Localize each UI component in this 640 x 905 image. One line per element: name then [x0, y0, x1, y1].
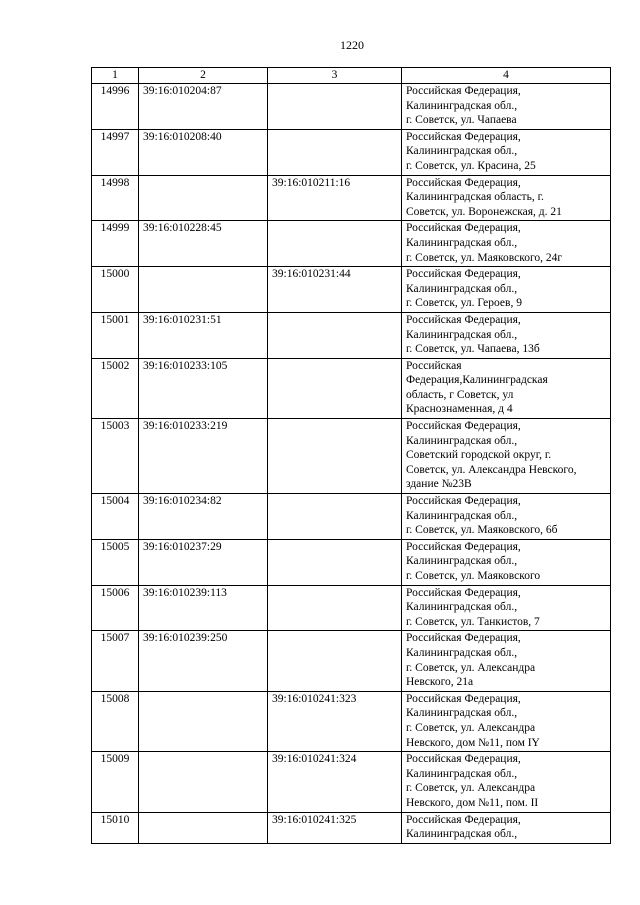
column-header-4: 4 [402, 68, 611, 84]
registry-table [91, 67, 611, 844]
record-number-cell: 15008 [92, 691, 139, 751]
address-line: Российская Федерация, [406, 586, 521, 599]
cadastral-number-cell: 39:16:010234:82 [139, 494, 268, 540]
table-row [92, 419, 611, 494]
record-number-cell: 15010 [92, 812, 139, 843]
related-cadastral-number-cell [268, 585, 402, 631]
address-cell [402, 221, 611, 267]
address-line: г. Советск, ул. Танкистов, 7 [406, 615, 540, 628]
cadastral-number-cell: 39:16:010239:113 [139, 585, 268, 631]
cadastral-number-cell: 39:16:010208:40 [139, 129, 268, 175]
table-row [92, 631, 611, 691]
address-cell [402, 585, 611, 631]
address-line: Калининградская обл., [406, 282, 518, 295]
table-row [92, 358, 611, 418]
related-cadastral-number-cell: 39:16:010241:323 [268, 691, 402, 751]
related-cadastral-number-cell: 39:16:010241:325 [268, 812, 402, 843]
address-line: Российская [406, 359, 462, 372]
related-cadastral-number-cell [268, 312, 402, 358]
table-row [92, 494, 611, 540]
record-number-cell: 14998 [92, 175, 139, 221]
related-cadastral-number-cell [268, 84, 402, 130]
cadastral-number-cell: 39:16:010239:250 [139, 631, 268, 691]
related-cadastral-number-cell [268, 358, 402, 418]
table-row [92, 691, 611, 751]
record-number-cell: 15005 [92, 539, 139, 585]
record-number-cell: 15006 [92, 585, 139, 631]
cadastral-number-cell: 39:16:010204:87 [139, 84, 268, 130]
table-row [92, 585, 611, 631]
address-line: г. Советск, ул. Александра [406, 782, 536, 795]
record-number-cell: 15004 [92, 494, 139, 540]
address-line: г. Советск, ул. Александра [406, 721, 536, 734]
address-line: Невского, дом №11, пом. II [406, 796, 539, 809]
column-header-3: 3 [268, 68, 402, 84]
address-cell [402, 691, 611, 751]
record-number-cell: 14997 [92, 129, 139, 175]
address-cell [402, 419, 611, 494]
address-cell [402, 312, 611, 358]
cadastral-number-cell [139, 175, 268, 221]
address-line: Калининградская область, г. [406, 191, 544, 204]
address-cell [402, 812, 611, 843]
page-number: 1220 [340, 38, 364, 52]
address-cell [402, 358, 611, 418]
address-cell [402, 494, 611, 540]
address-line: Российская Федерация, [406, 222, 521, 235]
address-line: Краснознаменная, д 4 [406, 403, 513, 416]
address-cell [402, 267, 611, 313]
address-line: г. Советск, ул. Чапаева, 13б [406, 343, 540, 356]
address-cell [402, 84, 611, 130]
related-cadastral-number-cell: 39:16:010241:324 [268, 752, 402, 812]
table-row [92, 267, 611, 313]
address-line: г. Советск, ул. Маяковского, 6б [406, 524, 558, 537]
address-line: г. Советск, ул. Маяковского [406, 570, 541, 582]
address-line: Калининградская обл., [406, 646, 518, 659]
address-line: г. Советск, ул. Маяковского, 24г [406, 251, 563, 264]
record-number-cell: 15000 [92, 267, 139, 313]
table-row [92, 539, 611, 585]
record-number-cell: 14996 [92, 84, 139, 130]
registry-body [92, 84, 611, 844]
address-line: Калининградская обл., [406, 828, 518, 841]
address-line: Советский городской округ, г. [406, 449, 552, 462]
address-line: Калининградская обл., [406, 509, 518, 522]
address-line: Российская Федерация, [406, 268, 521, 281]
table-row [92, 752, 611, 812]
address-line: область, г Советск, ул [406, 388, 514, 401]
address-line: г. Советск, ул. Героев, 9 [406, 297, 522, 310]
address-cell [402, 539, 611, 585]
address-line: г. Советск, ул. Александра [406, 661, 536, 674]
address-line: Российская Федерация, [406, 130, 521, 143]
address-line: Калининградская обл., [406, 99, 518, 112]
address-line: Федерация,Калининградская [406, 374, 548, 387]
cadastral-number-cell: 39:16:010237:29 [139, 539, 268, 585]
record-number-cell: 15009 [92, 752, 139, 812]
cadastral-number-cell [139, 691, 268, 751]
address-line: Советск, ул. Александра Невского, [406, 463, 577, 476]
address-line: Калининградская обл., [406, 707, 518, 720]
cadastral-number-cell: 39:16:010228:45 [139, 221, 268, 267]
address-line: Российская Федерация, [406, 813, 521, 826]
header-row [92, 68, 611, 84]
address-line: Российская Федерация, [406, 176, 521, 189]
cadastral-number-cell [139, 267, 268, 313]
record-number-cell: 15001 [92, 312, 139, 358]
related-cadastral-number-cell [268, 539, 402, 585]
address-line: Российская Федерация, [406, 85, 521, 97]
address-line: здание №23В [406, 478, 472, 491]
cadastral-number-cell [139, 752, 268, 812]
related-cadastral-number-cell [268, 129, 402, 175]
address-cell [402, 175, 611, 221]
address-line: Российская Федерация, [406, 420, 521, 433]
address-line: Калининградская обл., [406, 328, 518, 341]
address-line: Российская Федерация, [406, 540, 521, 553]
table-row [92, 221, 611, 267]
cadastral-number-cell [139, 812, 268, 843]
address-cell [402, 129, 611, 175]
related-cadastral-number-cell: 39:16:010211:16 [268, 175, 402, 221]
address-line: Калининградская обл., [406, 601, 518, 614]
cadastral-number-cell: 39:16:010231:51 [139, 312, 268, 358]
address-line: Российская Федерация, [406, 313, 521, 326]
record-number-cell: 14999 [92, 221, 139, 267]
address-cell [402, 752, 611, 812]
cadastral-number-cell: 39:16:010233:219 [139, 419, 268, 494]
address-line: Советск, ул. Воронежская, д. 21 [406, 205, 562, 218]
record-number-cell: 15002 [92, 358, 139, 418]
address-line: Невского, 21а [406, 676, 474, 689]
address-line: Калининградская обл., [406, 767, 518, 780]
address-line: г. Советск, ул. Чапаева [406, 114, 517, 127]
related-cadastral-number-cell [268, 494, 402, 540]
table-row [92, 312, 611, 358]
table-row [92, 175, 611, 221]
address-line: Калининградская обл., [406, 434, 518, 447]
related-cadastral-number-cell [268, 631, 402, 691]
address-line: Невского, дом №11, пом IY [406, 736, 540, 749]
table-row [92, 812, 611, 843]
address-line: Калининградская обл., [406, 145, 518, 158]
address-line: Российская Федерация, [406, 692, 521, 705]
address-line: Калининградская обл., [406, 236, 518, 249]
related-cadastral-number-cell [268, 419, 402, 494]
address-line: Российская Федерация, [406, 753, 521, 766]
address-cell [402, 631, 611, 691]
related-cadastral-number-cell [268, 221, 402, 267]
column-header-2: 2 [139, 68, 268, 84]
column-header-1: 1 [92, 68, 139, 84]
address-line: Калининградская обл., [406, 555, 518, 568]
address-line: г. Советск, ул. Красина, 25 [406, 159, 536, 172]
record-number-cell: 15003 [92, 419, 139, 494]
related-cadastral-number-cell: 39:16:010231:44 [268, 267, 402, 313]
record-number-cell: 15007 [92, 631, 139, 691]
cadastral-number-cell: 39:16:010233:105 [139, 358, 268, 418]
address-line: Российская Федерация, [406, 632, 521, 645]
address-line: Российская Федерация, [406, 495, 521, 508]
table-row [92, 129, 611, 175]
table-row [92, 84, 611, 130]
